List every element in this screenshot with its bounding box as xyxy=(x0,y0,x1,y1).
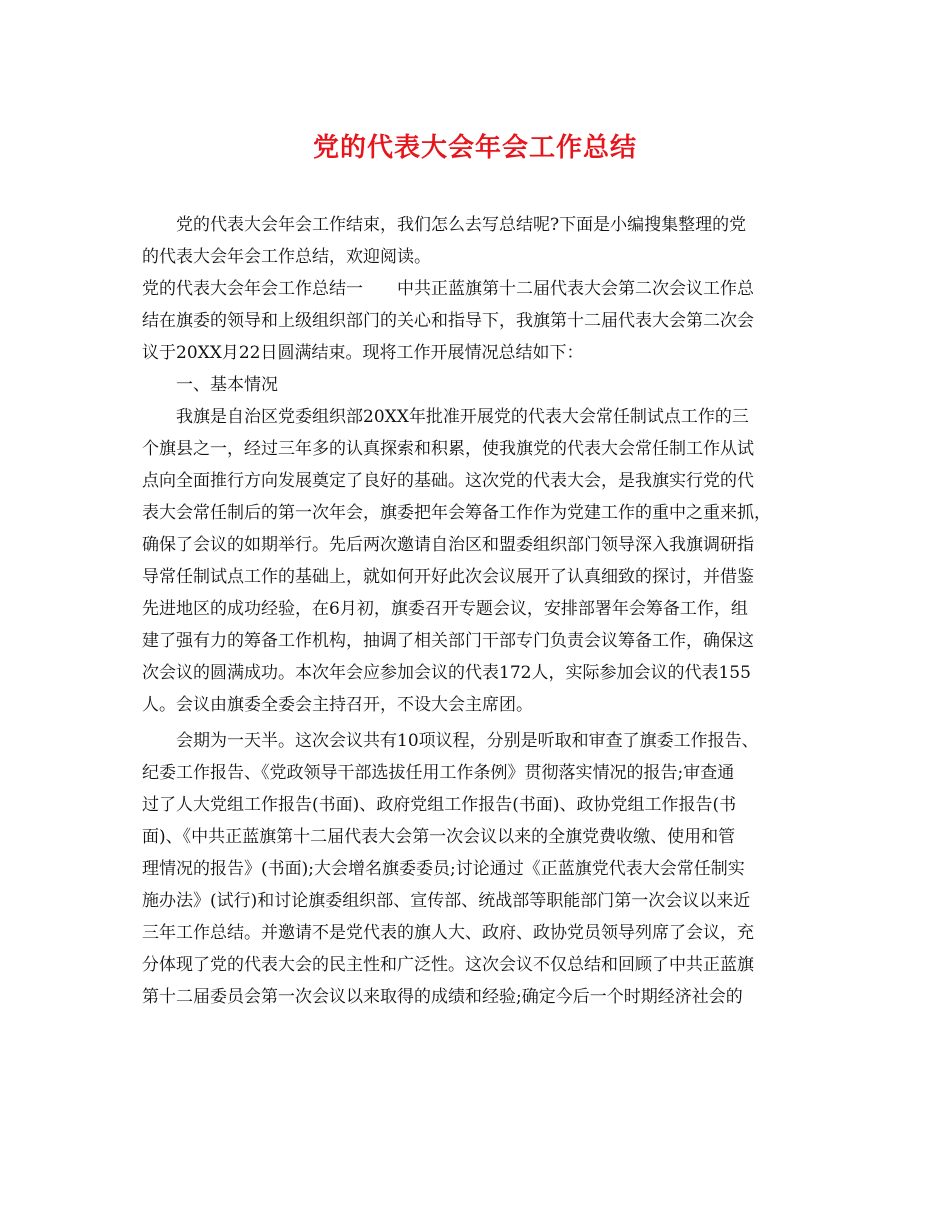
text-line: 确保了会议的如期举行。先后两次邀请自治区和盟委组织部门领导深入我旗调研指 xyxy=(142,535,754,555)
text-line: 党的代表大会年会工作结束，我们怎么去写总结呢?下面是小编搜集整理的党 xyxy=(176,215,747,235)
text-line: 我旗是自治区党委组织部20XX年批准开展党的代表大会常任制试点工作的三 xyxy=(176,407,749,427)
text-line: 结在旗委的领导和上级组织部门的关心和指导下，我旗第十二届代表大会第二次会 xyxy=(142,311,754,331)
text-line: 的代表大会年会工作总结，欢迎阅读。 xyxy=(142,247,431,267)
text-line: 过了人大党组工作报告(书面)、政府党组工作报告(书面)、政协党组工作报告(书 xyxy=(142,795,737,815)
text-line: 一、基本情况 xyxy=(176,375,278,395)
text-line: 会期为一天半。这次会议共有10项议程，分别是听取和审查了旗委工作报告、 xyxy=(176,731,759,751)
text-line: 次会议的圆满成功。本次年会应参加会议的代表172人，实际参加会议的代表155 xyxy=(142,663,751,683)
document-title: 党的代表大会年会工作总结 xyxy=(312,133,637,163)
text-line: 建了强有力的筹备工作机构，抽调了相关部门干部专门负责会议筹备工作，确保这 xyxy=(142,631,754,651)
text-line: 第十二届委员会第一次会议以来取得的成绩和经验;确定今后一个时期经济社会的 xyxy=(142,987,743,1007)
text-line: 党的代表大会年会工作总结一 中共正蓝旗第十二届代表大会第二次会议工作总 xyxy=(142,279,754,299)
document-body xyxy=(142,209,822,1013)
text-line: 三年工作总结。并邀请不是党代表的旗人大、政府、政协党员领导列席了会议，充 xyxy=(142,923,754,943)
text-line: 个旗县之一，经过三年多的认真探索和积累，使我旗党的代表大会常任制工作从试 xyxy=(142,439,754,459)
text-line: 分体现了党的代表大会的民主性和广泛性。这次会议不仅总结和回顾了中共正蓝旗 xyxy=(142,955,754,975)
text-line: 点向全面推行方向发展奠定了良好的基础。这次党的代表大会，是我旗实行党的代 xyxy=(142,471,754,491)
text-line: 表大会常任制后的第一次年会，旗委把年会筹备工作作为党建工作的重中之重来抓， xyxy=(142,503,771,523)
text-line: 议于20XX月22日圆满结束。现将工作开展情况总结如下： xyxy=(142,343,584,363)
text-line: 纪委工作报告、《党政领导干部选拔任用工作条例》贯彻落实情况的报告;审查通 xyxy=(142,763,735,783)
text-line: 面)、《中共正蓝旗第十二届代表大会第一次会议以来的全旗党费收缴、使用和管 xyxy=(142,827,736,847)
text-line: 施办法》(试行)和讨论旗委组织部、宣传部、统战部等职能部门第一次会议以来近 xyxy=(142,891,751,911)
text-line: 人。会议由旗委全委会主持召开，不设大会主席团。 xyxy=(142,695,533,715)
text-line: 导常任制试点工作的基础上，就如何开好此次会议展开了认真细致的探讨，并借鉴 xyxy=(142,567,754,587)
text-line: 理情况的报告》(书面);大会增名旗委委员;讨论通过《正蓝旗党代表大会常任制实 xyxy=(142,859,745,879)
text-line: 先进地区的成功经验，在6月初，旗委召开专题会议，安排部署年会筹备工作，组 xyxy=(142,599,748,619)
